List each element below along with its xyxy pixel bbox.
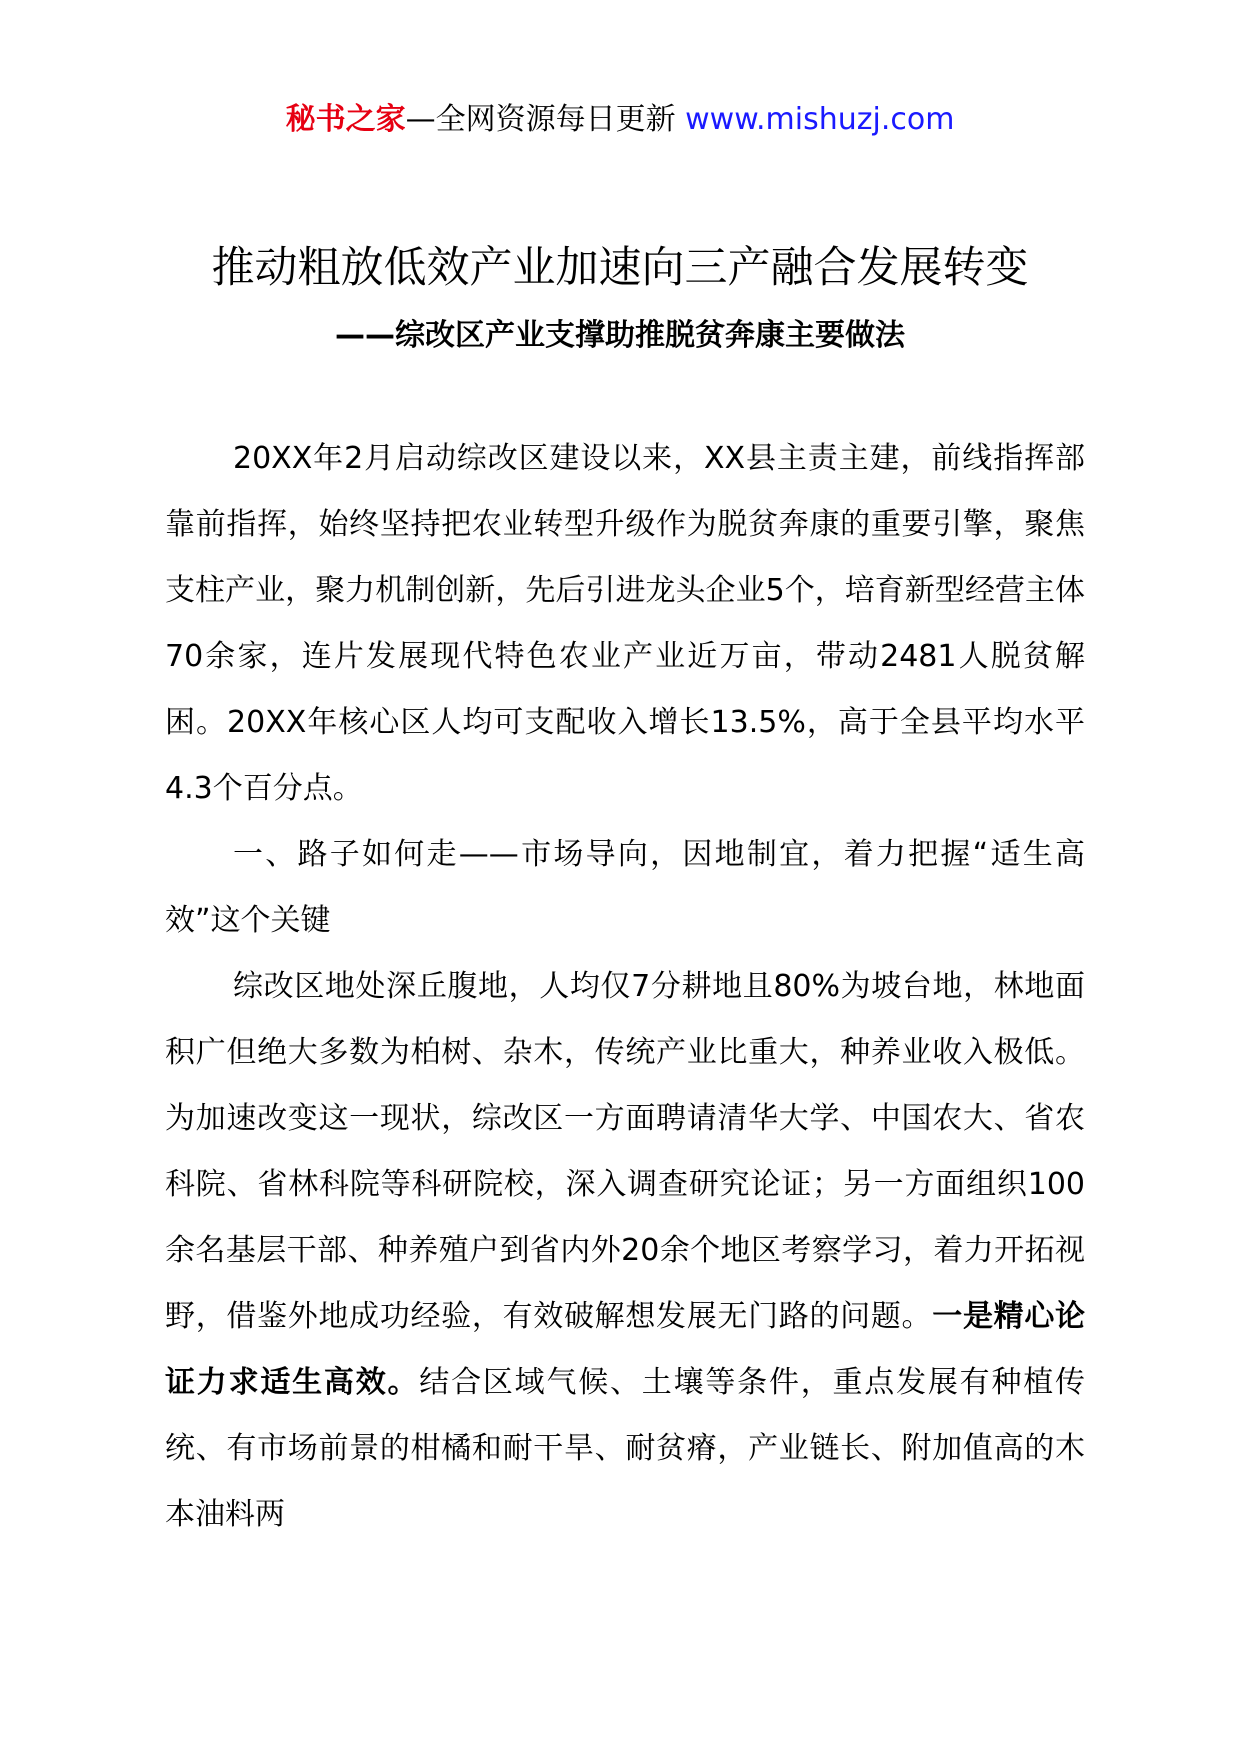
paragraph-section-1-bold-point: 一是精心论证力求适生高效。 [165, 1299, 1086, 1400]
document-body [165, 426, 1085, 1548]
site-url-link[interactable]: www.mishuzj.com [685, 102, 955, 137]
site-header [0, 100, 1240, 140]
section-heading-1: 一、路子如何走——市场导向，因地制宜，着力把握“适生高效”这个关键 [165, 837, 1085, 938]
document-title: 推动粗放低效产业加速向三产融合发展转变 [211, 243, 1029, 293]
paragraph-section-1 [165, 954, 1085, 1548]
paragraph-intro: 20XX年2月启动综改区建设以来，XX县主责主建，前线指挥部靠前指挥，始终坚持把农业转型升级作为脱贫奔康的重要引擎，聚焦支柱产业，聚力机制创新，先后引进龙头企业5个，培育新型经营主体70余家，连片发展现代特色农业产业近万亩，带动2481人脱贫解困。20XX年核心区人均可支配收入增长13.5%，高于全县平均水平4.3个百分点。 [165, 441, 1085, 806]
paragraph-section-1-text-a: 综改区地处深丘腹地，人均仅7分耕地且80%为坡台地，林地面积广但绝大多数为柏树、杂木，传统产业比重大，种养业收入极低。为加速改变这一现状，综改区一方面聘请清华大学、中国农大、省农科院、省林科院等科研院校，深入调查研究论证；另一方面组织100余名基层干部、种养殖户到省内外20余个地区考察学习，着力开拓视野，借鉴外地成功经验，有效破解想发展无门路的问题。 [165, 969, 1085, 1334]
site-brand: 秘书之家 [285, 102, 406, 137]
paragraph-section-1-text-b: 结合区域气候、土壤等条件，重点发展有种植传统、有市场前景的柑橘和耐干旱、耐贫瘠，产业链长、附加值高的木本油料两 [165, 1365, 1086, 1532]
site-tagline: —全网资源每日更新 [405, 102, 676, 137]
document-subtitle: ——综改区产业支撑助推脱贫奔康主要做法 [335, 318, 905, 353]
